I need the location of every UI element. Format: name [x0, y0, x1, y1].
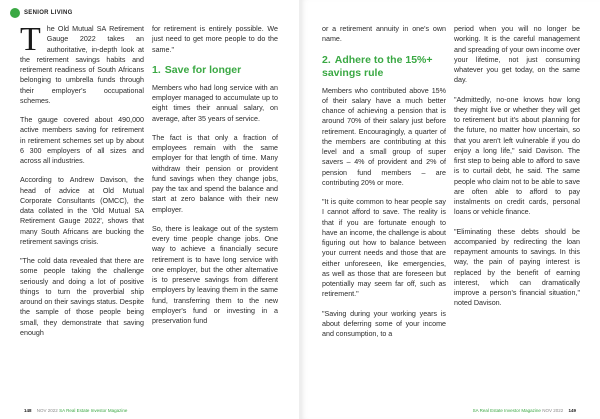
footer-left	[20, 408, 127, 413]
paragraph: "It is quite common to hear people say I cannot afford to save. The reality is that if you are fortunate enough to have an income, the challenge is about figuring out how to balance between your current needs and those that are either unforeseen, like emergencies, as well as those that are foreseen but potentially may seem far off, such as retirement."	[322, 198, 446, 299]
paragraph: for retirement is entirely possible. We just need to get more people to do the same."	[152, 25, 278, 54]
left-column-2	[152, 24, 278, 335]
footer-date: NOV 2022	[36, 408, 58, 413]
subheading-savings-rule: 2. Adhere to the 15%+ savings rule	[322, 53, 433, 79]
paragraph: Members who contributed above 15% of their salary have a much better chance of achieving a pension that is around 70% of their salary just before retirement. Encouragingly, a quarter of the members are contributing at this level and a small group of super savers – 4% of provident and 2% of pension fund members – are contributing 20% or more.	[322, 86, 446, 187]
page-number: 149	[568, 408, 576, 413]
paragraph: Members who had long service with an employer managed to accumulate up to eight times their annual salary, on average, after 35 years of service.	[152, 83, 278, 123]
paragraph: According to Andrew Davison, the head of advice at Old Mutual Corporate Consultants (OMCC), the data collated in the 'Old Mutual SA Retirement Gauge 2022', shows that many South Africans are bucking the retirement savings crisis.	[20, 176, 144, 246]
section-header	[10, 8, 73, 18]
paragraph: period when you will no longer be working. It is the careful management and spreading of your own income over your lifetime, not just consuming whatever you get today, on the same day.	[454, 25, 580, 85]
paragraph: "Admittedly, no-one knows how long they might live or whether they will get to retirement but it's about planning for the future, no matter how uncertain, so that you aren't left vulnerable if you do enjoy a long life," said Davison. The first step to being able to afford to save is to curtail debt, he said. The same people who claim not to be able to save are often able to afford to pay instalments on credit cards, personal loans or vehicle finance.	[454, 95, 580, 217]
footer-brand: SA Real Estate Investor Magazine	[59, 408, 128, 413]
section-title: SENIOR LIVING	[24, 10, 73, 16]
page-number: 148	[24, 408, 32, 413]
paragraph: The fact is that only a fraction of employees remain with the same employer for that length of time. Many withdraw their pension or provident fund savings when they change jobs, pay the tax and spend the balance and start at zero balance with their new employer.	[152, 133, 278, 214]
right-column-1	[322, 24, 446, 348]
paragraph: "The cold data revealed that there are some people taking the challenge seriously and doing a lot of positive things to turn the proverbial ship around on their savings status. Despite the sample of those people being small, they demonstrate that saving enough	[20, 257, 144, 337]
drop-cap: T	[20, 21, 41, 58]
footer-date: NOV 2022	[542, 408, 564, 413]
paragraph: The gauge covered about 490,000 active members saving for retirement in retirement schemes set up by about 6 300 employers of all sizes and across all industries.	[20, 116, 144, 165]
paragraph: or a retirement annuity in one's own name.	[322, 25, 446, 44]
paragraph: "Saving during your working years is about deferring some of your income and consumption, to a	[322, 309, 446, 338]
spine-gutter	[299, 0, 301, 419]
footer-right	[473, 408, 580, 413]
paragraph: So, there is leakage out of the system every time people change jobs. One way to achieve a financially secure retirement is to have long service with one employer, but the other alternative is to preserve savings from different employers by leaving them in the same fund, transferring them to the new employer's fund or investing in a preservation fund	[152, 224, 278, 325]
right-column-2	[454, 24, 580, 318]
paragraph: "Eliminating these debts should be accompanied by redirecting the loan repayment amounts to savings. In this way, the pain of paying interest is replaced by the benefit of earning interest, which can dramatically improve a person's financial situation," noted Davison.	[454, 227, 580, 308]
left-column-1	[20, 21, 144, 347]
intro-paragraph: The Old Mutual SA Retirement Gauge 2022 takes an authoritative, in-depth look at the retirement savings habits and retirement readiness of South Africans belonging to umbrella funds through their employer's occupational schemes.	[20, 21, 144, 105]
subheading-save-longer: 1. Save for longer	[152, 63, 242, 76]
green-dot-icon	[10, 8, 20, 18]
footer-brand: SA Real Estate Investor Magazine	[472, 408, 541, 413]
